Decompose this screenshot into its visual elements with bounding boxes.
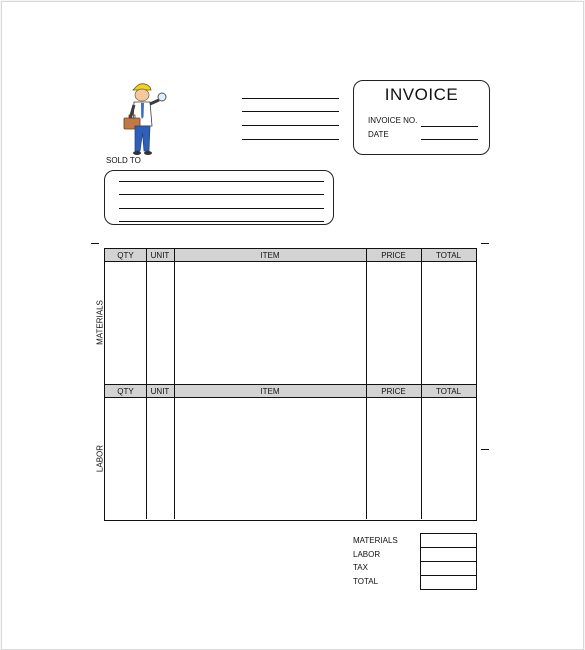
header-qty: QTY [117, 387, 134, 396]
address-line[interactable] [242, 125, 339, 126]
sold-to-line[interactable] [119, 194, 324, 195]
header-unit: UNIT [150, 251, 170, 260]
column-divider [366, 248, 367, 519]
sold-to-line[interactable] [119, 181, 324, 182]
fold-mark [91, 243, 99, 244]
header-price: PRICE [381, 251, 406, 260]
worker-with-briefcase-icon [123, 81, 169, 159]
invoice-title: INVOICE [384, 85, 459, 104]
column-divider [174, 248, 175, 519]
column-divider [146, 248, 147, 519]
invoice-info-box [353, 80, 490, 155]
header-qty: QTY [117, 251, 134, 260]
date-field[interactable] [421, 139, 478, 140]
address-line[interactable] [242, 98, 339, 99]
header-total: TOTAL [435, 387, 462, 396]
totals-materials-field[interactable] [420, 533, 477, 548]
sold-to-box [104, 170, 334, 225]
invoice-no-field[interactable] [421, 126, 478, 127]
invoice-no-label: INVOICE NO. [368, 116, 418, 125]
totals-tax-label: TAX [353, 563, 368, 572]
date-label: DATE [368, 130, 389, 139]
totals-total-label: TOTAL [353, 577, 379, 586]
sold-to-line[interactable] [119, 221, 324, 222]
totals-labor-label: LABOR [353, 550, 381, 559]
totals-tax-field[interactable] [420, 561, 477, 576]
totals-total-field[interactable] [420, 575, 477, 590]
header-unit: UNIT [150, 387, 170, 396]
labor-section-label: LABOR [95, 444, 105, 473]
totals-labor-field[interactable] [420, 547, 477, 562]
fold-mark [481, 449, 489, 450]
materials-section-label: MATERIALS [95, 300, 105, 345]
address-line[interactable] [242, 111, 339, 112]
column-divider [421, 248, 422, 519]
header-total: TOTAL [435, 251, 462, 260]
fold-mark [481, 243, 489, 244]
address-line[interactable] [242, 139, 339, 140]
totals-materials-label: MATERIALS [353, 536, 398, 545]
header-item: ITEM [260, 251, 280, 260]
sold-to-label: SOLD TO [106, 156, 141, 165]
header-price: PRICE [381, 387, 406, 396]
invoice-page [1, 1, 584, 650]
sold-to-line[interactable] [119, 208, 324, 209]
header-item: ITEM [260, 387, 280, 396]
